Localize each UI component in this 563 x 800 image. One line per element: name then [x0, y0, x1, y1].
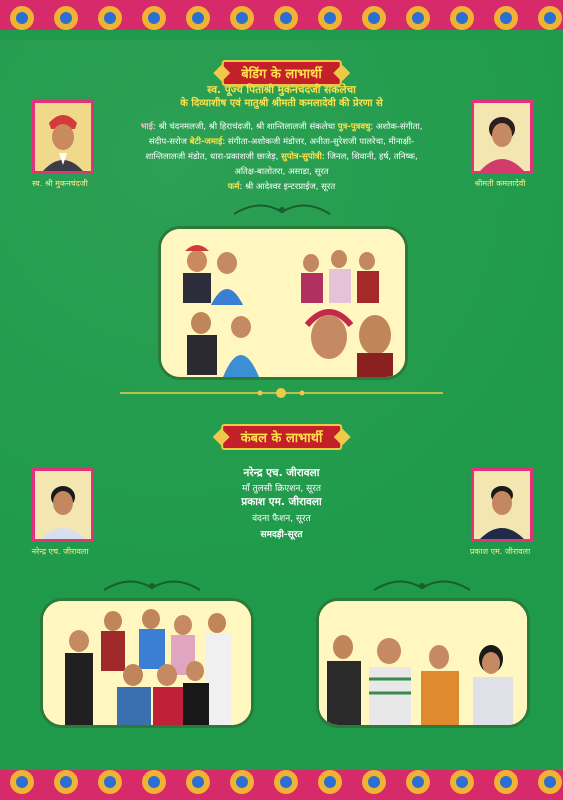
line2-text: संदीप-सरोज — [148, 137, 187, 147]
photo-collage-family-1 — [158, 226, 408, 380]
place: समदड़ी-सूरत — [260, 530, 303, 540]
border-motif-center — [324, 776, 336, 788]
border-motif-center — [456, 776, 468, 788]
border-motif-center — [544, 776, 556, 788]
suputra-text: : जिनल, शिवानी, हर्ष, तनिष्क, — [321, 152, 418, 162]
border-motif-center — [280, 12, 292, 24]
beti-text: : संगीता-अशोकजी मंडोत्तर, अनीता-सुरेशजी पालरेचा, मीनाक्षी- — [222, 137, 415, 147]
photo-family-2 — [40, 598, 254, 728]
portrait-mukanchandji — [32, 100, 94, 174]
border-motif-center — [60, 12, 72, 24]
org-narendra: माँ तुलसी क्रिएशन, सूरत — [241, 484, 322, 494]
border-motif-center — [500, 776, 512, 788]
bhai-text: : श्री चंदनमलजी, श्री हिराचंदजी, श्री शान्तिलालजी संकलेचा — [152, 122, 336, 132]
border-motif-center — [104, 776, 116, 788]
border-motif-center — [104, 12, 116, 24]
border-motif-center — [16, 776, 28, 788]
suputra-label: सुपोत्र-सुपोत्री — [281, 152, 322, 162]
putra-label: पुत्र-पुत्रवधु — [337, 122, 371, 132]
section1-line4: अतिक्ष-बालोतरा, असाडा, सूरत — [234, 167, 329, 177]
top-ornamental-border — [0, 0, 563, 40]
ornament-flourish-right — [370, 574, 474, 596]
border-motif-center — [544, 12, 556, 24]
ornament-flourish-left — [100, 574, 204, 596]
caption-right-2: प्रकाश एम. जीरावला — [469, 547, 531, 556]
border-motif-center — [412, 12, 424, 24]
photo-family-3 — [316, 598, 530, 728]
section1-heading1: स्व. पूज्य पिताश्री मुकनचंदजी संकलेचा — [207, 84, 356, 96]
border-motif-center — [324, 12, 336, 24]
putra-text: : अशोक-संगीता, — [370, 122, 423, 132]
bottom-ornamental-border — [0, 760, 563, 800]
firm-text: : श्री आदेश्वर इन्टरप्राईज, सूरत — [239, 182, 336, 192]
caption-right-1: श्रीमती कमलादेवी — [474, 179, 526, 188]
caption-left-1: स्व. श्री मुकनचंदजी — [32, 179, 88, 188]
border-motif-center — [236, 776, 248, 788]
section1-heading2: के दिव्याशीष एवं मातुश्री श्रीमती कमलादेवी की प्रेरणा से — [180, 98, 383, 109]
border-motif-center — [236, 12, 248, 24]
caption-left-2: नरेन्द्र एच. जीरावला — [31, 547, 89, 556]
border-motif-center — [368, 776, 380, 788]
section-divider — [120, 384, 443, 402]
border-motif-center — [16, 12, 28, 24]
name-prakash: प्रकाश एम. जीरावला — [241, 496, 322, 508]
section1-line3 — [100, 151, 463, 163]
bhai-label: भाई — [140, 122, 153, 132]
border-motif-center — [456, 12, 468, 24]
border-motif-center — [148, 776, 160, 788]
section2-title: कंबल के लाभार्थी — [240, 431, 323, 446]
section1-line2 — [100, 136, 463, 148]
org-prakash: वंदना फैशन, सूरत — [252, 514, 311, 524]
border-motif-center — [368, 12, 380, 24]
portrait-kamladevi — [471, 100, 533, 174]
section1-line1 — [100, 121, 463, 133]
ornament-flourish — [230, 198, 334, 220]
border-motif-center — [148, 12, 160, 24]
section1-line5 — [100, 181, 463, 193]
border-motif-center — [412, 776, 424, 788]
firm-label: फर्म — [227, 182, 240, 192]
name-narendra: नरेन्द्र एच. जीरावला — [243, 467, 320, 479]
line3-text: शान्तिलालजी मंडोत, धारा-प्रकाशजी छाजेड़, — [145, 152, 279, 162]
border-motif-center — [60, 776, 72, 788]
border-motif-center — [500, 12, 512, 24]
section1-title-banner — [221, 60, 341, 86]
border-motif-center — [192, 12, 204, 24]
beti-label: बेटी-जमाई — [189, 137, 223, 147]
section2-title-banner — [221, 424, 343, 450]
border-motif-center — [192, 776, 204, 788]
section1-title: बेडिंग के लाभार्थी — [241, 67, 322, 82]
border-motif-center — [280, 776, 292, 788]
